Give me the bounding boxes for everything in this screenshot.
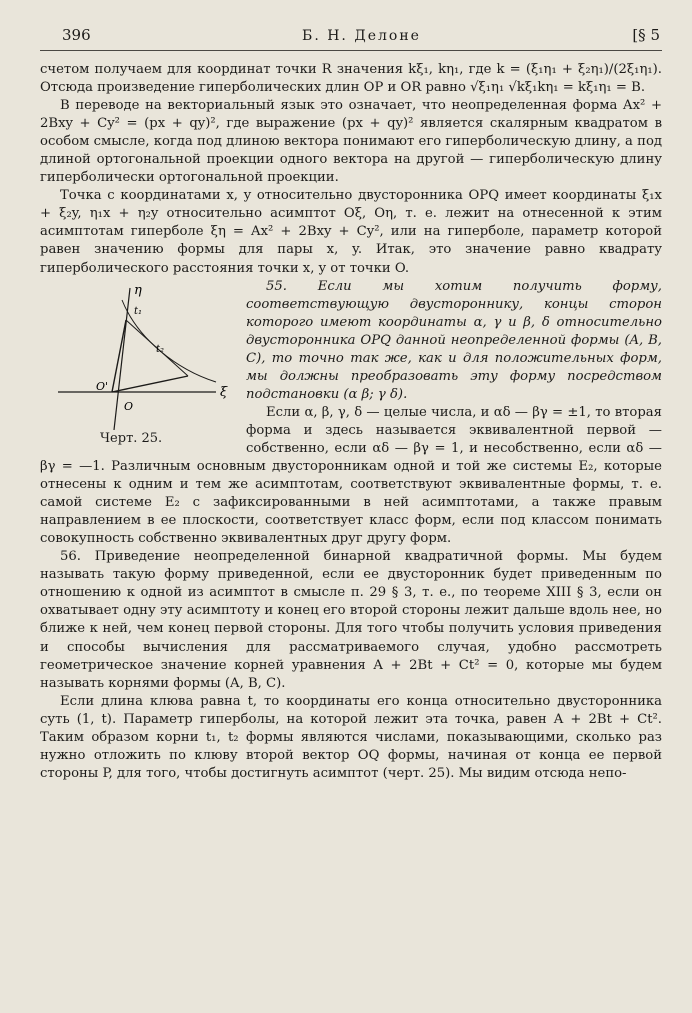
page-number: 396: [62, 26, 91, 44]
vector-oq: [112, 376, 188, 392]
paragraph-7: Если длина клюва равна t, то координаты его конца относительно двусторонника суть (1, t). Параметр гиперболы, на которой лежит эта точка, равен A + 2Bt + Ct². Таким образом корни t₁, t₂ формы являются числами, показывающими, сколько раз нужно отложить по клюву второй вектор OQ формы, начиная от конца ее первой стороны P, для того, чтобы достигнуть асимптот (черт. 25). Мы видим отсюда непо-: [40, 693, 662, 781]
xi-label: ξ: [220, 384, 228, 400]
t2-label: t₂: [156, 343, 165, 355]
o-prime-label: O': [96, 379, 109, 393]
figure-25: [38, 280, 234, 456]
running-head-section: [§ 5: [632, 26, 660, 44]
paragraph-1: счетом получаем для координат точки R значения kξ₁, kη₁, где k = (ξ₁η₁ + ξ₂η₁)/(2ξ₁η₁). Отсюда произведение гиперболических длин OP и OR равно √ξ₁η₁ √kξ₁kη₁ = kξ₁η₁ = B.: [40, 62, 662, 96]
paragraph-2: В переводе на векториальный язык это означает, что неопределенная форма Ax² + 2Bxy + Cy² = (px + qy)², где выражение (px + qy)² является скалярным квадратом в особом смысле, когда под длиною вектора понимают его гиперболическую длину, а под длиной ортогональной проекции одного вектора на другой — гиперболическую длину гиперболически ортогональной проекции.: [40, 98, 662, 186]
paragraph-3: Точка с координатами x, y относительно двусторонника OPQ имеет координаты ξ₁x + ξ₂y, η₁x + η₂y относительно асимптот Oξ, Oη, т. е. лежит на отнесенной к этим асимптотам гиперболе ξη = Ax² + 2Bxy + Cy², или на гиперболе, параметр которой равен значению формы для пары x, y. Итак, это значение равно квадрату гиперболического расстояния точки x, y от точки O.: [40, 188, 662, 276]
o-label: O: [124, 399, 134, 413]
asymptote-diagram: [38, 280, 234, 430]
paragraph-4: 55. Если мы хотим получить форму, соответствующую двустороннику, концы сторон которого имеют координаты α, γ и β, δ относительно двусторонника OPQ данной неопределенной формы (A, B, C), то точно так же, как и для положительных форм, мы должны преобразовать эту форму посредством подстановки (α β; γ δ).: [246, 278, 662, 402]
running-head-author: Б. Н. Делоне: [302, 28, 421, 44]
t1-label: t₁: [134, 305, 143, 317]
paragraph-6: 56. Приведение неопределенной бинарной квадратичной формы. Мы будем называть такую форму приведенной, если ее двусторонник будет приведенным по отношению к одной из асимптот в смысле п. 29 § 3, т. е., по теореме XIII § 3, если он охватывает одну эту асимптоту и конец его второй стороны лежит дальше вдоль нее, но ближе к ней, чем конец первой стороны. Для того чтобы получить условия приведения и способы вычисления для рассматриваемого случая, удобно рассмотреть геометрическое значение корней уравнения A + 2Bt + Ct² = 0, которые мы будем называть корнями формы (A, B, C).: [40, 549, 662, 691]
figure-caption: Черт. 25.: [100, 430, 163, 446]
paragraph-5: Если α, β, γ, δ — целые числа, и αδ — βγ = ±1, то вторая форма и здесь называется эквивалентной первой — собственно, если αδ — βγ = 1, и несобственно, если αδ — βγ = —1. Различным основным двусторонникам одной и той же системы E₂, которые отнесены к одним и тем же асимптотам, соответствуют эквивалентные формы, т. е. самой системе E₂ с зафиксированными в ней асимптотами, а также правым направлением в ее плоскости, соответствует класс форм, если под классом понимать совокупность собственно эквивалентных друг другу форм.: [40, 404, 662, 547]
page-header: [40, 26, 662, 51]
eta-label: η: [134, 282, 142, 298]
page-body: [40, 61, 662, 783]
